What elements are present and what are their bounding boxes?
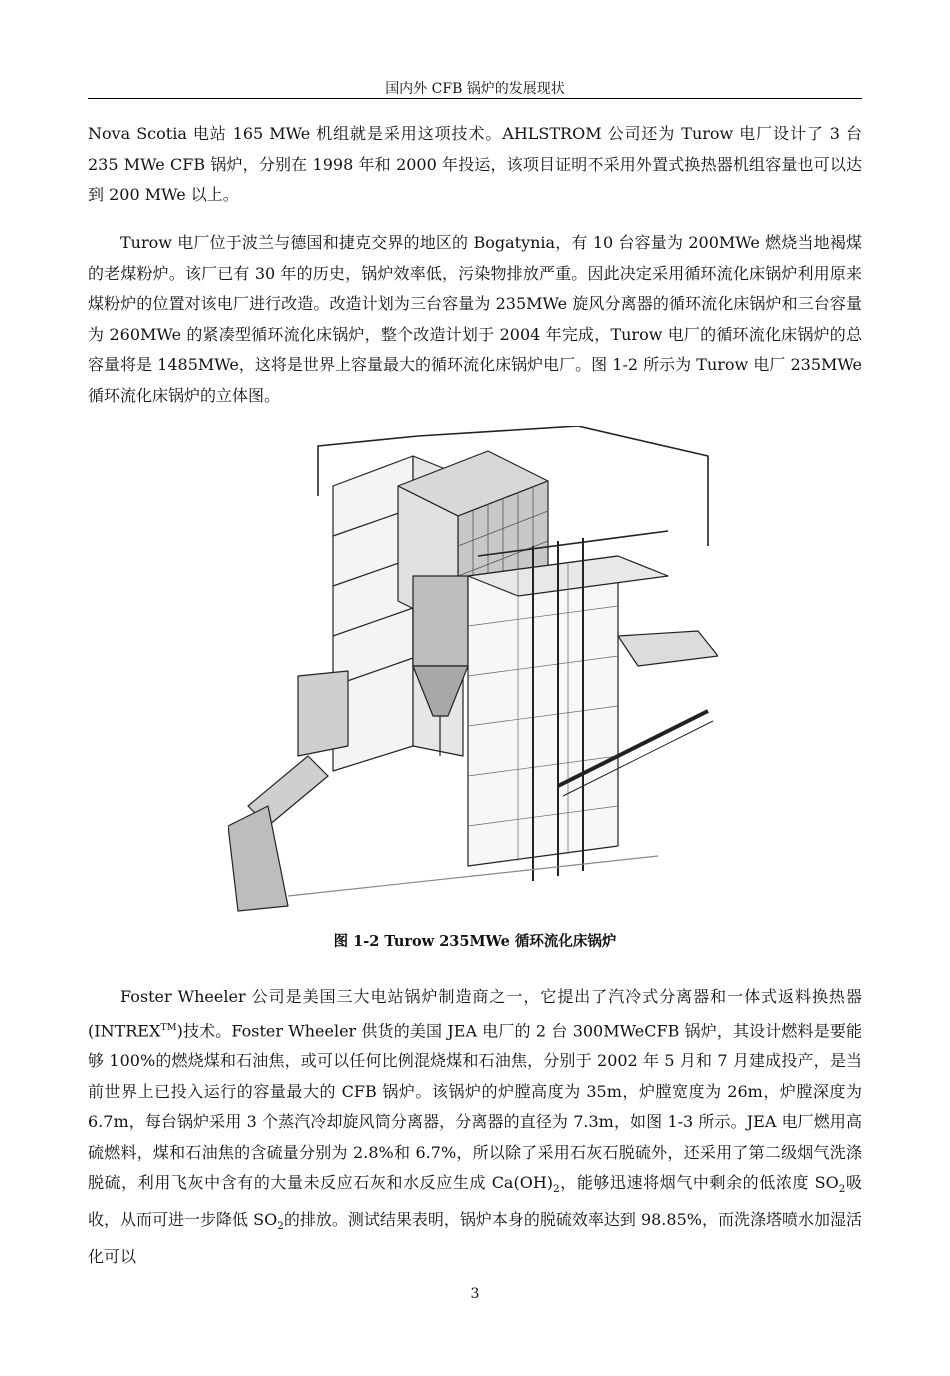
paragraph-1: Nova Scotia 电站 165 MWe 机组就是采用这项技术。AHLSTROM 公司还为 Turow 电厂设计了 3 台 235 MWe CFB 锅炉，分别在 1998 年和 2000 年投运，该项目证明不采用外置式换热器机组容量也可以达到 200 MWe 以上。 [88, 124, 862, 204]
header-rule [88, 98, 862, 99]
paragraph-3-part-5: 的排放。测试结果表明，锅炉本身的脱硫效率达到 98.85%，而洗涤塔喷水加湿活化可以 [88, 1210, 862, 1266]
subscript-2: 2 [838, 1183, 846, 1196]
figure-caption: 图 1-2 Turow 235MWe 循环流化床锅炉 [333, 933, 617, 950]
paragraph-3 [88, 982, 862, 1272]
paragraph-3-part-3: ，能够迅速将烟气中剩余的低浓度 SO [559, 1173, 839, 1193]
paragraph-3-part-2: )技术。Foster Wheeler 供货的美国 JEA 电厂的 2 台 300MWeCFB 锅炉，其设计燃料是要能够 100%的燃烧煤和石油焦，或可以任何比例混烧煤和石油焦，分别于 2002 年 5 月和 7 月建成投产，是当前世界上已投入运行的容量最大的 CFB 锅炉。该锅炉的炉膛高度为 35m，炉膛宽度为 26m，炉膛深度为 6.7m，每台锅炉采用 3 个蒸汽冷却旋风筒分离器，分离器的直径为 7.3m，如图 1-3 所示。JEA 电厂燃用高硫燃料，煤和石油焦的含硫量分别为 2.8%和 6.7%，所以除了采用石灰石脱硫外，还采用了第二级烟气洗涤脱硫，利用飞灰中含有的大量未反应石灰和水反应生成 Ca(OH) [88, 1020, 862, 1193]
boiler-isometric-drawing [228, 426, 718, 916]
paragraph-2: Turow 电厂位于波兰与德国和捷克交界的地区的 Bogatynia，有 10 台容量为 200MWe 燃烧当地褐煤的老煤粉炉。该厂已有 30 年的历史，锅炉效率低，污染物排放严重。因此决定采用循环流化床锅炉利用原来煤粉炉的位置对该电厂进行改造。改造计划为三台容量为 235MWe 旋风分离器的循环流化床锅炉和三台容量为 260MWe 的紧凑型循环流化床锅炉，整个改造计划于 2004 年完成，Turow 电厂的循环流化床锅炉的总容量将是 1485MWe，这将是世界上容量最大的循环流化床锅炉电厂。图 1-2 所示为 Turow 电厂 235MWe 循环流化床锅炉的立体图。 [88, 233, 862, 405]
paragraph-3-part-1: Foster Wheeler 公司是美国三大电站锅炉制造商之一，它提出了汽冷式分离器和一体式返料换热器(INTREX [88, 987, 862, 1040]
boiler-figure [228, 426, 718, 916]
page-number: 3 [470, 1286, 480, 1302]
paragraph-3-part-4: 吸收，从而可进一步降低 SO [88, 1173, 862, 1230]
trademark-superscript: TM [160, 1021, 177, 1033]
subscript-2: 2 [553, 1183, 560, 1196]
subscript-2: 2 [277, 1220, 284, 1233]
running-header: 国内外 CFB 锅炉的发展现状 [385, 81, 565, 97]
